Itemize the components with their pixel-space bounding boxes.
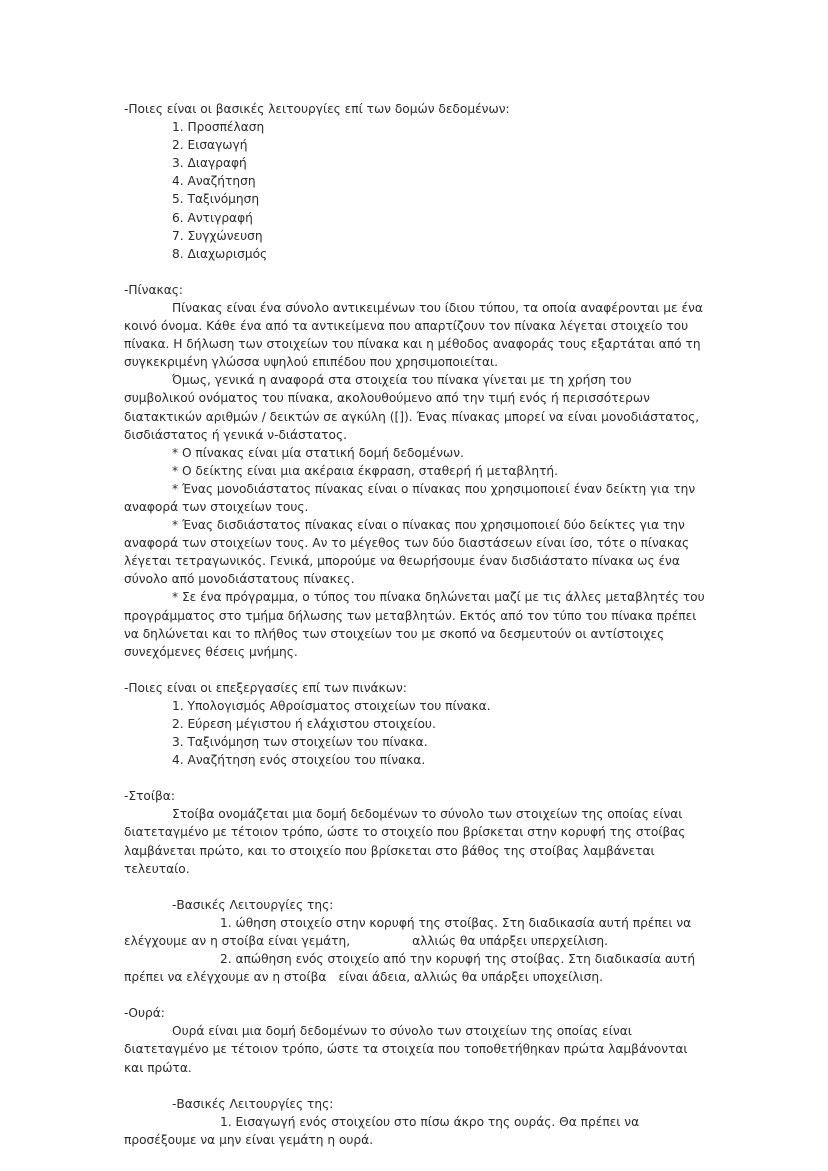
stack-operation-item <box>124 950 706 986</box>
stack-paragraph: Στοίβα ονομάζεται μια δομή δεδομένων το σύνολο των στοιχείων της οποίας είναι διατεταγμένο με τέτοιον τρόπο, ώστε το στοιχείο που βρίσκεται στην κορυφή της στοίβας λαμβάνεται πρώτο, και το στοιχείο που βρίσκεται στο βάθος της στοίβας λαμβάνεται τελευταίο. <box>124 807 690 876</box>
spacer <box>124 1077 706 1095</box>
list-item: 4. Αναζήτηση ενός στοιχείου του πίνακα. <box>172 753 426 768</box>
array-bullet: * Ο δείκτης είναι μια ακέραια έκφραση, σταθερή ή μεταβλητή. <box>172 463 559 478</box>
spacer <box>124 769 706 787</box>
list-item: 5. Ταξινόμηση <box>172 192 260 207</box>
spacer <box>124 263 706 281</box>
operations-heading: -Ποιες είναι οι βασικές λειτουργίες επί των δομών δεδομένων: <box>124 102 510 116</box>
stack-heading: -Στοίβα: <box>124 789 175 804</box>
list-item: 8. Διαχωρισμός <box>172 246 268 261</box>
queue-operations-heading: -Βασικές Λειτουργίες της: <box>172 1096 334 1111</box>
document-body <box>124 100 709 1149</box>
queue-heading: -Ουρά: <box>124 1006 165 1021</box>
array-bullet: * Σε ένα πρόγραμμα, ο τύπος του πίνακα δηλώνεται μαζί με τις άλλες μεταβλητές του προγράμματος στο τμήμα δήλωσης των μεταβλητών. Εκτός από τον τύπο του πίνακα πρέπει να δηλώνεται και το πλήθος των στοιχείων του με σκοπό να δεσμευτούν οι αντίστοιχες συνεχόμενες θέσεις μνήμης. <box>124 590 709 659</box>
list-item: 3. Διαγραφή <box>172 156 247 171</box>
array-heading: -Πίνακας: <box>124 282 184 297</box>
stack-operation-2-text-b: είναι άδεια, αλλιώς θα υπάρξει υποχείλιση. <box>338 970 603 985</box>
array-paragraph-2: Όμως, γενικά η αναφορά στα στοιχεία του πίνακα γίνεται με τη χρήση του συμβολικού ονόματος του πίνακα, ακολουθούμενο από την τιμή ενός ή περισσότερων διατακτικών αριθμών / δεικτών σε αγκύλη ([]). Ένας πίνακας μπορεί να είναι μονοδιάστατος, δισδιάστατος ή γενικά ν-διάστατος. <box>124 373 704 442</box>
list-item: 6. Αντιγραφή <box>172 210 253 225</box>
spacer <box>124 661 706 679</box>
spacer <box>124 878 706 896</box>
stack-operation-1-text-b: αλλιώς θα υπάρξει υπερχείλιση. <box>412 933 608 948</box>
array-processing-heading: -Ποιες είναι οι επεξεργασίες επί των πινάκων: <box>124 680 407 695</box>
list-item: 1. Υπολογισμός Αθροίσματος στοιχείων του πίνακα. <box>172 698 491 713</box>
queue-operation-item: 1. Εισαγωγή ενός στοιχείου στο πίσω άκρο της ουράς. Θα πρέπει να προσέξουμε να μην είναι γεμάτη η ουρά. <box>124 1114 643 1147</box>
stack-operation-1-text-a: 1. ώθηση στοιχείο στην κορυφή της στοίβας. Στη διαδικασία αυτή πρέπει να ελέγχουμε αν η στοίβα είναι γεμάτη, <box>124 915 696 948</box>
list-item: 7. Συγχώνευση <box>172 228 263 243</box>
stack-operations-heading: -Βασικές Λειτουργίες της: <box>172 897 334 912</box>
stack-operation-2-text-a: 2. απώθηση ενός στοιχείο από την κορυφή της στοίβας. Στη διαδικασία αυτή πρέπει να ελέγχουμε αν η στοίβα <box>124 952 699 985</box>
array-bullet: * Ένας μονοδιάστατος πίνακας είναι ο πίνακας που χρησιμοποιεί έναν δείκτη για την αναφορά των στοιχείων τους. <box>124 481 700 514</box>
list-item: 2. Εύρεση μέγιστου ή ελάχιστου στοιχείου. <box>172 717 436 731</box>
stack-operation-item <box>124 914 706 950</box>
list-item: 3. Ταξινόμηση των στοιχείων του πίνακα. <box>172 735 428 750</box>
spacer <box>124 986 706 1004</box>
list-item: 4. Αναζήτηση <box>172 174 256 189</box>
array-paragraph-1: Πίνακας είναι ένα σύνολο αντικειμένων του ίδιου τύπου, τα οποία αναφέρονται με ένα κοινό όνομα. Κάθε ένα από τα αντικείμενα που απαρτίζουν τον πίνακα λέγεται στοιχείο του πίνακα. Η δήλωση των στοιχείων του πίνακα και η μέθοδος αναφοράς τους εξαρτάται από τη συγκεκριμένη γλώσσα υψηλού επιπέδου που χρησιμοποιείται. <box>124 300 707 370</box>
list-item: 2. Εισαγωγή <box>172 138 248 153</box>
array-bullet: * Ο πίνακας είναι μία στατική δομή δεδομένων. <box>172 445 464 460</box>
list-item: 1. Προσπέλαση <box>172 120 265 135</box>
array-bullet: * Ένας δισδιάστατος πίνακας είναι ο πίνακας που χρησιμοποιεί δύο δείκτες για την αναφορά των στοιχείων τους. Αν το μέγεθος των δύο διαστάσεων είναι ίσο, τότε ο πίνακας λέγεται τετραγωνικός. Γενικά, μπορούμε να θεωρήσουμε έναν δισδιάστατο πίνακα ως ένα σύνολο από μονοδιάστατους πίνακες. <box>124 518 694 587</box>
queue-paragraph: Ουρά είναι μια δομή δεδομένων το σύνολο των στοιχείων της οποίας είναι διατεταγμένο με τέτοιον τρόπο, ώστε τα στοιχεία που τοποθετήθηκαν πρώτα λαμβάνονται και πρώτα. <box>124 1024 692 1075</box>
